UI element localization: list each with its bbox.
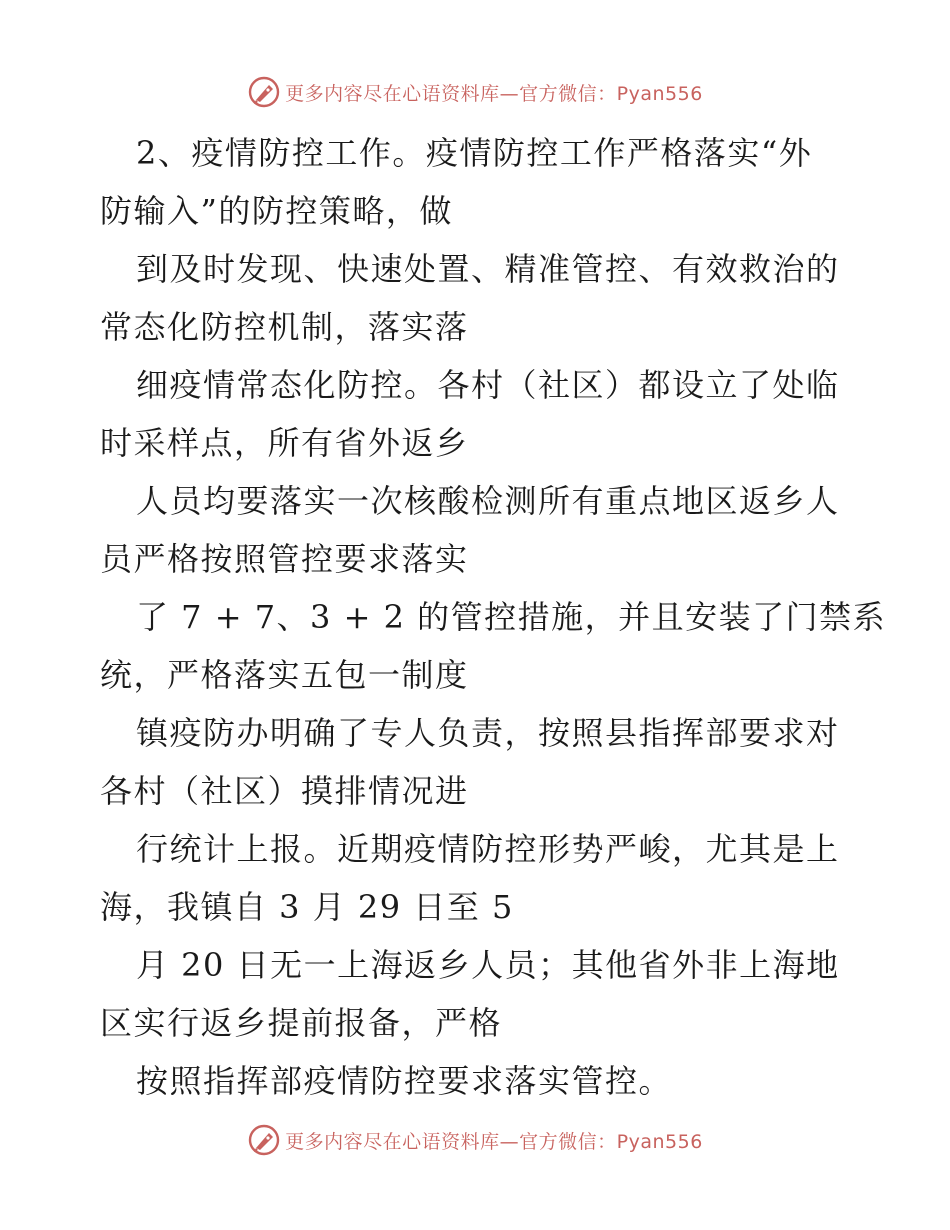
paragraph-first-line: 月 20 日无一上海返乡人员；其他省外非上海地 — [136, 946, 840, 984]
paragraph-continuation-line: 员严格按照管控要求落实 — [100, 540, 469, 578]
paragraph-continuation-line: 区实行返乡提前报备，严格 — [100, 1004, 503, 1042]
paragraph-first-line: 2、疫情防控工作。疫情防控工作严格落实“外 — [136, 134, 813, 172]
header-watermark-banner — [0, 72, 950, 112]
watermark-text: 更多内容尽在心语资料库—官方微信：Pyan556 — [285, 1130, 703, 1153]
paragraph-first-line: 人员均要落实一次核酸检测所有重点地区返乡人 — [136, 482, 840, 520]
paragraph-first-line: 细疫情常态化防控。各村（社区）都设立了处临 — [136, 366, 840, 404]
footer-watermark-banner — [0, 1120, 950, 1160]
paragraph-continuation-line: 海，我镇自 3 月 29 日至 5 — [100, 888, 514, 926]
paragraph — [0, 820, 950, 936]
paragraph — [0, 124, 950, 240]
pen-nib-logo-icon — [247, 1123, 281, 1157]
paragraph-first-line: 了 7 + 7、3 + 2 的管控措施，并且安装了门禁系 — [136, 598, 887, 636]
paragraph-continuation-line: 防输入”的防控策略，做 — [100, 192, 453, 230]
paragraph — [0, 588, 950, 704]
paragraph-first-line: 行统计上报。近期疫情防控形势严峻，尤其是上 — [136, 830, 840, 868]
paragraph — [0, 356, 950, 472]
paragraph-continuation-line: 统，严格落实五包一制度 — [100, 656, 469, 694]
paragraph-continuation-line: 各村（社区）摸排情况进 — [100, 772, 469, 810]
paragraph — [0, 1052, 950, 1110]
watermark-text: 更多内容尽在心语资料库—官方微信：Pyan556 — [285, 82, 703, 105]
paragraph — [0, 704, 950, 820]
paragraph-first-line: 按照指挥部疫情防控要求落实管控。 — [136, 1062, 673, 1100]
paragraph-continuation-line: 时采样点，所有省外返乡 — [100, 424, 469, 462]
paragraph-first-line: 到及时发现、快速处置、精准管控、有效救治的 — [136, 250, 840, 288]
paragraph-first-line: 镇疫防办明确了专人负责，按照县指挥部要求对 — [136, 714, 840, 752]
pen-nib-logo-icon — [247, 75, 281, 109]
paragraph — [0, 240, 950, 356]
paragraph-continuation-line: 常态化防控机制，落实落 — [100, 308, 469, 346]
paragraph — [0, 472, 950, 588]
paragraph — [0, 936, 950, 1052]
document-body — [0, 124, 950, 1110]
